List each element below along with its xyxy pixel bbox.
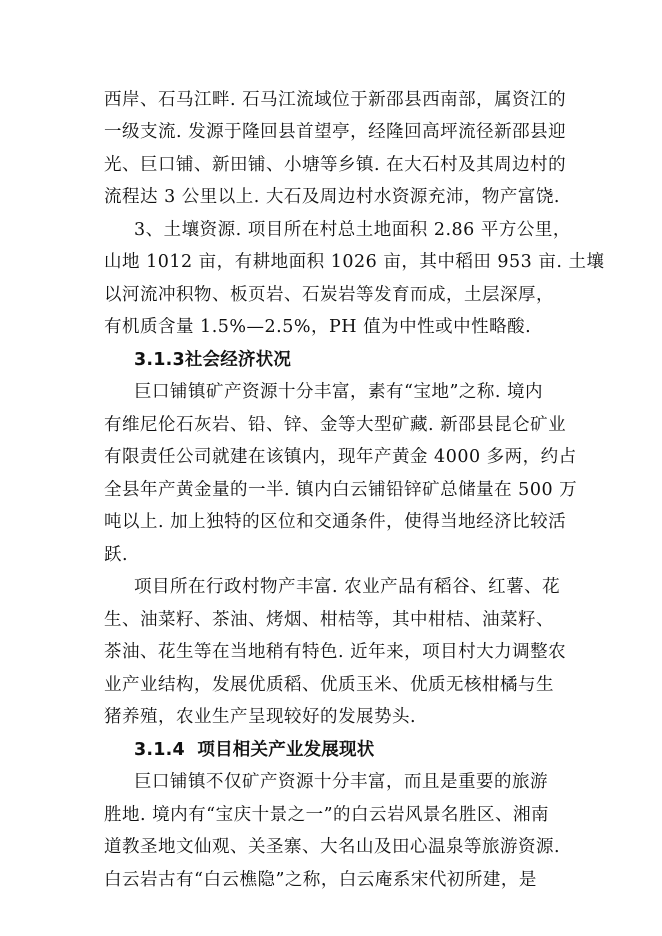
paragraph-line: 茶油、花生等在当地稍有特色. 近年来，项目村大力调整农 — [104, 642, 567, 662]
paragraph-line: 西岸、石马江畔. 石马江流域位于新邵县西南部，属资江的 — [104, 90, 567, 110]
paragraph-line: 项目所在行政村物产丰富. 农业产品有稻谷、红薯、花 — [134, 577, 561, 597]
paragraph-line: 有限责任公司就建在该镇内，现年产黄金 4000 多两，约占 — [104, 447, 577, 467]
paragraph-line: 猪养殖，农业生产呈现较好的发展势头. — [104, 707, 417, 727]
paragraph-line: 光、巨口铺、新田铺、小塘等乡镇. 在大石村及其周边村的 — [104, 155, 567, 175]
paragraph-line: 以河流冲积物、板页岩、石炭岩等发育而成，土层深厚， — [104, 285, 554, 305]
section-heading-3-1-4: 3.1.4 项目相关产业发展现状 — [134, 740, 375, 760]
paragraph-line: 跃. — [104, 545, 129, 565]
paragraph-line: 道教圣地文仙观、关圣寨、大名山及田心温泉等旅游资源. — [104, 837, 561, 857]
paragraph-line: 有机质含量 1.5%—2.5%，PH 值为中性或中性略酸. — [104, 317, 532, 337]
paragraph-line: 流程达 3 公里以上. 大石及周边村水资源充沛，物产富饶. — [104, 187, 560, 207]
paragraph-line: 有维尼伦石灰岩、铅、锌、金等大型矿藏. 新邵县昆仑矿业 — [104, 415, 567, 435]
paragraph-line: 白云岩古有“白云樵隐”之称，白云庵系宋代初所建，是 — [104, 870, 537, 890]
paragraph-line: 巨口铺镇不仅矿产资源十分丰富，而且是重要的旅游 — [134, 772, 548, 792]
section-heading-3-1-3: 3.1.3社会经济状况 — [134, 350, 292, 370]
paragraph-line: 巨口铺镇矿产资源十分丰富，素有“宝地”之称. 境内 — [134, 382, 544, 402]
paragraph-line: 全县年产黄金量的一半. 镇内白云铺铅锌矿总储量在 500 万 — [104, 480, 578, 500]
paragraph-line: 胜地. 境内有“宝庆十景之一”的白云岩风景名胜区、湘南 — [104, 805, 550, 825]
paragraph-line: 3、土壤资源. 项目所在村总土地面积 2.86 平方公里， — [134, 220, 571, 240]
paragraph-line: 业产业结构，发展优质稻、优质玉米、优质无核柑橘与生 — [104, 675, 554, 695]
paragraph-line: 生、油菜籽、茶油、烤烟、柑桔等，其中柑桔、油菜籽、 — [104, 610, 554, 630]
paragraph-line: 一级支流. 发源于隆回县首望亭，经隆回高坪流径新邵县迎 — [104, 122, 567, 142]
paragraph-line: 山地 1012 亩，有耕地面积 1026 亩，其中稻田 953 亩. 土壤 — [104, 252, 605, 272]
paragraph-line: 吨以上. 加上独特的区位和交通条件，使得当地经济比较活 — [104, 512, 567, 532]
